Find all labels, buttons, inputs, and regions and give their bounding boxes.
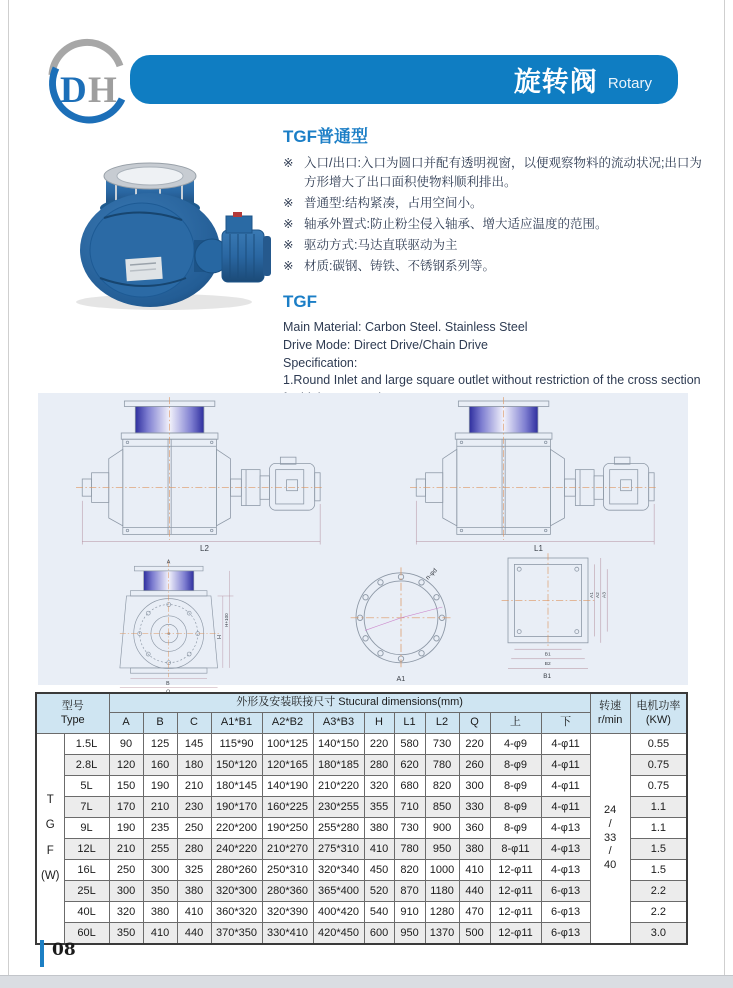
- dimension-cell: 360: [459, 818, 490, 839]
- table-row: [36, 902, 687, 923]
- dimension-cell: 115*90: [211, 734, 262, 755]
- power-cell: 0.75: [630, 755, 687, 776]
- feature-text: 材质:碳钢、铸铁、不锈钢系列等。: [304, 259, 495, 273]
- dimension-cell: 250: [109, 860, 143, 881]
- header-speed: 转速 r/min: [590, 693, 630, 734]
- dimension-cell: 160: [143, 755, 177, 776]
- table-row: [36, 860, 687, 881]
- spec-line: Main Material: Carbon Steel. Stainless Steel: [283, 320, 528, 334]
- dimension-cell: 180*185: [313, 755, 364, 776]
- feature-item: [283, 257, 707, 276]
- table-row: [36, 797, 687, 818]
- footer-accent-bar: [40, 940, 44, 967]
- dimension-cell: 620: [394, 755, 425, 776]
- dimension-cell: 280*360: [262, 881, 313, 902]
- dimension-cell: 380: [143, 902, 177, 923]
- dimension-cell: 140*150: [313, 734, 364, 755]
- feature-item: [283, 215, 707, 234]
- dimension-cell: 950: [425, 839, 459, 860]
- dimension-cell: 180*145: [211, 776, 262, 797]
- dimension-cell: 4-φ9: [490, 734, 541, 755]
- dimension-cell: 210: [143, 797, 177, 818]
- dimension-cell: 8-φ9: [490, 776, 541, 797]
- dimension-cell: 90: [109, 734, 143, 755]
- dimension-cell: 240*220: [211, 839, 262, 860]
- dimension-cell: 330*410: [262, 923, 313, 945]
- dimension-cell: 6-φ13: [541, 881, 590, 902]
- logo-letter-d: D: [60, 70, 87, 111]
- section-heading-cn: TGF普通型: [283, 127, 368, 146]
- dimension-cell: 220*200: [211, 818, 262, 839]
- dimension-cell: 170: [109, 797, 143, 818]
- page-edge-left: [8, 0, 9, 975]
- logo-letter-h: H: [88, 70, 117, 111]
- power-cell: 0.75: [630, 776, 687, 797]
- dimension-cell: 580: [394, 734, 425, 755]
- dimension-cell: 320*340: [313, 860, 364, 881]
- dimension-cell: 820: [394, 860, 425, 881]
- dimension-cell: 1280: [425, 902, 459, 923]
- col-header: H: [364, 713, 394, 734]
- col-header: A3*B3: [313, 713, 364, 734]
- bullet-marker: ※: [283, 156, 294, 170]
- col-header: A: [109, 713, 143, 734]
- dimension-cell: 275*310: [313, 839, 364, 860]
- power-cell: 1.5: [630, 860, 687, 881]
- model-type-cell: 7L: [64, 797, 109, 818]
- table-row: [36, 818, 687, 839]
- dim-label-a: A: [166, 559, 171, 566]
- col-header: 下: [541, 713, 590, 734]
- dimension-cell: 850: [425, 797, 459, 818]
- feature-list: [283, 154, 707, 276]
- dimension-cell: 420*450: [313, 923, 364, 945]
- section-banner: [130, 55, 678, 104]
- series-label: T G F (W): [36, 734, 64, 945]
- dimension-cell: 730: [394, 818, 425, 839]
- dimension-cell: 780: [425, 755, 459, 776]
- table-row: [36, 734, 687, 755]
- col-header: L1: [394, 713, 425, 734]
- col-header: B: [143, 713, 177, 734]
- dimension-cell: 380: [364, 818, 394, 839]
- header-type: 型号 Type: [36, 693, 109, 734]
- dh-logo: [40, 42, 136, 122]
- model-type-cell: 60L: [64, 923, 109, 945]
- dimension-cell: 180: [177, 755, 211, 776]
- page-number: 08: [52, 940, 76, 960]
- dimension-cell: 450: [364, 860, 394, 881]
- dimension-cell: 235: [143, 818, 177, 839]
- dim-label-h: H: [216, 635, 223, 639]
- model-type-cell: 5L: [64, 776, 109, 797]
- product-photo: [54, 146, 276, 314]
- dimension-cell: 320: [364, 776, 394, 797]
- model-type-cell: 1.5L: [64, 734, 109, 755]
- header-power: 电机功率 (KW): [630, 693, 687, 734]
- dimension-cell: 6-φ13: [541, 902, 590, 923]
- dimension-cell: 440: [177, 923, 211, 945]
- sq-label-b2: B2: [544, 662, 551, 668]
- dimension-cell: 360*320: [211, 902, 262, 923]
- dimension-cell: 870: [394, 881, 425, 902]
- col-header: L2: [425, 713, 459, 734]
- dimension-cell: 6-φ13: [541, 923, 590, 945]
- power-cell: 1.1: [630, 797, 687, 818]
- dimension-cell: 410: [459, 860, 490, 881]
- dimension-cell: 300: [109, 881, 143, 902]
- model-type-cell: 9L: [64, 818, 109, 839]
- dimension-cell: 210*220: [313, 776, 364, 797]
- dimension-cell: 4-φ11: [541, 755, 590, 776]
- banner-title-en: Rotary: [607, 75, 652, 92]
- feature-item: [283, 154, 707, 192]
- dimension-cell: 150*120: [211, 755, 262, 776]
- table-row: [36, 923, 687, 945]
- dimension-cell: 190*250: [262, 818, 313, 839]
- dimension-cell: 330: [459, 797, 490, 818]
- dimension-cell: 260: [459, 755, 490, 776]
- dimension-cell: 1370: [425, 923, 459, 945]
- dimension-cell: 190: [109, 818, 143, 839]
- dimension-cell: 350: [109, 923, 143, 945]
- dimension-cell: 710: [394, 797, 425, 818]
- power-cell: 2.2: [630, 881, 687, 902]
- view-label-a1: A1: [396, 673, 406, 683]
- speed-cell: 24 / 33 / 40: [590, 734, 630, 945]
- dimension-cell: 520: [364, 881, 394, 902]
- dimension-cell: 210: [177, 776, 211, 797]
- dimension-cell: 600: [364, 923, 394, 945]
- power-cell: 1.1: [630, 818, 687, 839]
- dimension-cell: 8-φ9: [490, 818, 541, 839]
- spec-line: Drive Mode: Direct Drive/Chain Drive: [283, 337, 488, 352]
- dimensions-table-wrap: [35, 692, 686, 945]
- bolt-note-label: n-φd: [424, 567, 439, 582]
- dimension-cell: 400*420: [313, 902, 364, 923]
- dimension-cell: 4-φ13: [541, 839, 590, 860]
- col-header: A1*B1: [211, 713, 262, 734]
- dimension-cell: 320*300: [211, 881, 262, 902]
- dimension-cell: 4-φ13: [541, 860, 590, 881]
- bullet-marker: ※: [283, 259, 294, 273]
- dimension-cell: 910: [394, 902, 425, 923]
- sq-label-a2: A2: [596, 592, 602, 598]
- dimension-cell: 210: [109, 839, 143, 860]
- dimension-cell: 190*170: [211, 797, 262, 818]
- dimension-cell: 410: [177, 902, 211, 923]
- dimension-cell: 230: [177, 797, 211, 818]
- feature-item: [283, 194, 707, 213]
- dimension-cell: 440: [459, 881, 490, 902]
- page-edge-right: [724, 0, 725, 975]
- model-type-cell: 2.8L: [64, 755, 109, 776]
- dimension-cell: 680: [394, 776, 425, 797]
- dimension-cell: 820: [425, 776, 459, 797]
- technical-drawings: [38, 393, 688, 688]
- feature-text: 轴承外置式:防止粉尘侵入轴承、增大适应温度的范围。: [304, 217, 608, 231]
- dimension-cell: 190: [143, 776, 177, 797]
- power-cell: 2.2: [630, 902, 687, 923]
- dimension-cell: 12-φ11: [490, 902, 541, 923]
- table-row: [36, 839, 687, 860]
- dimension-cell: 8-φ9: [490, 797, 541, 818]
- dimension-cell: 210*270: [262, 839, 313, 860]
- dimension-cell: 250*310: [262, 860, 313, 881]
- sq-label-a3: A3: [602, 592, 608, 598]
- col-header: 上: [490, 713, 541, 734]
- banner-title-zh: 旋转阀: [513, 67, 598, 97]
- table-row: [36, 881, 687, 902]
- model-type-cell: 25L: [64, 881, 109, 902]
- table-row: [36, 776, 687, 797]
- dimension-cell: 4-φ11: [541, 776, 590, 797]
- dimension-cell: 380: [177, 881, 211, 902]
- dim-label-l1: L1: [534, 544, 543, 553]
- dimension-cell: 220: [364, 734, 394, 755]
- dimension-cell: 12-φ11: [490, 860, 541, 881]
- power-cell: 3.0: [630, 923, 687, 945]
- dim-label-b: B: [166, 681, 170, 688]
- feature-item: [283, 236, 707, 255]
- drawing-panel: [38, 393, 688, 688]
- dimension-cell: 300: [459, 776, 490, 797]
- dimension-cell: 4-φ13: [541, 818, 590, 839]
- dim-label-h100: H+100: [224, 613, 230, 627]
- dimension-cell: 500: [459, 923, 490, 945]
- model-type-cell: 40L: [64, 902, 109, 923]
- dimension-cell: 410: [364, 839, 394, 860]
- spec-line: 1.Round Inlet and large square outlet without restriction of the cross section: [283, 373, 701, 388]
- dimension-cell: 220: [459, 734, 490, 755]
- dimension-cell: 145: [177, 734, 211, 755]
- dimension-cell: 8-φ11: [490, 839, 541, 860]
- dimension-cell: 1000: [425, 860, 459, 881]
- dimension-cell: 900: [425, 818, 459, 839]
- model-type-cell: 16L: [64, 860, 109, 881]
- feature-text: 驱动方式:马达直联驱动为主: [304, 238, 458, 252]
- bullet-marker: ※: [283, 217, 294, 231]
- dimension-cell: 12-φ11: [490, 881, 541, 902]
- spec-line: Specification:: [283, 355, 358, 370]
- dim-label-l2: L2: [200, 544, 209, 553]
- dimension-cell: 160*225: [262, 797, 313, 818]
- col-header: C: [177, 713, 211, 734]
- dimension-cell: 365*400: [313, 881, 364, 902]
- bullet-marker: ※: [283, 196, 294, 210]
- section-heading-en: TGF: [283, 292, 317, 311]
- dimension-cell: 255*280: [313, 818, 364, 839]
- power-cell: 1.5: [630, 839, 687, 860]
- dimension-cell: 320: [109, 902, 143, 923]
- page-edge-bottom: [0, 975, 733, 988]
- dimension-cell: 355: [364, 797, 394, 818]
- col-header: A2*B2: [262, 713, 313, 734]
- dimensions-table: [35, 692, 688, 945]
- dimension-cell: 350: [143, 881, 177, 902]
- dimension-cell: 150: [109, 776, 143, 797]
- dimension-cell: 470: [459, 902, 490, 923]
- dimension-cell: 370*350: [211, 923, 262, 945]
- dimension-cell: 140*190: [262, 776, 313, 797]
- dimension-cell: 250: [177, 818, 211, 839]
- dimension-cell: 280*260: [211, 860, 262, 881]
- header-dimensions: 外形及安装联接尺寸 Stucural dimensions(mm): [109, 693, 590, 713]
- dimension-cell: 4-φ11: [541, 734, 590, 755]
- dimension-cell: 1180: [425, 881, 459, 902]
- dimension-cell: 730: [425, 734, 459, 755]
- dimension-cell: 120*165: [262, 755, 313, 776]
- table-row: [36, 755, 687, 776]
- dimension-cell: 12-φ11: [490, 923, 541, 945]
- dimension-cell: 230*255: [313, 797, 364, 818]
- dimension-cell: 410: [143, 923, 177, 945]
- feature-text: 普通型:结构紧凑，占用空间小。: [304, 196, 483, 210]
- bullet-marker: ※: [283, 238, 294, 252]
- dimension-cell: 950: [394, 923, 425, 945]
- sq-label-b1: B1: [544, 652, 551, 658]
- dimension-cell: 540: [364, 902, 394, 923]
- dimension-cell: 380: [459, 839, 490, 860]
- feature-text: 入口/出口:入口为圆口并配有透明视窗，以便观察物料的流动状况;出口为方形增大了出口面积使物料顺利排出。: [304, 156, 702, 189]
- view-label-b1: B1: [543, 673, 552, 680]
- dimension-cell: 780: [394, 839, 425, 860]
- dimension-cell: 8-φ9: [490, 755, 541, 776]
- dimension-cell: 255: [143, 839, 177, 860]
- power-cell: 0.55: [630, 734, 687, 755]
- dimension-cell: 120: [109, 755, 143, 776]
- model-type-cell: 12L: [64, 839, 109, 860]
- sq-label-a1: A1: [589, 592, 595, 598]
- col-header: Q: [459, 713, 490, 734]
- dimension-cell: 100*125: [262, 734, 313, 755]
- dimension-cell: 325: [177, 860, 211, 881]
- dimension-cell: 280: [364, 755, 394, 776]
- dimension-cell: 320*390: [262, 902, 313, 923]
- dimension-cell: 4-φ11: [541, 797, 590, 818]
- dimension-cell: 125: [143, 734, 177, 755]
- dimension-cell: 280: [177, 839, 211, 860]
- dimension-cell: 300: [143, 860, 177, 881]
